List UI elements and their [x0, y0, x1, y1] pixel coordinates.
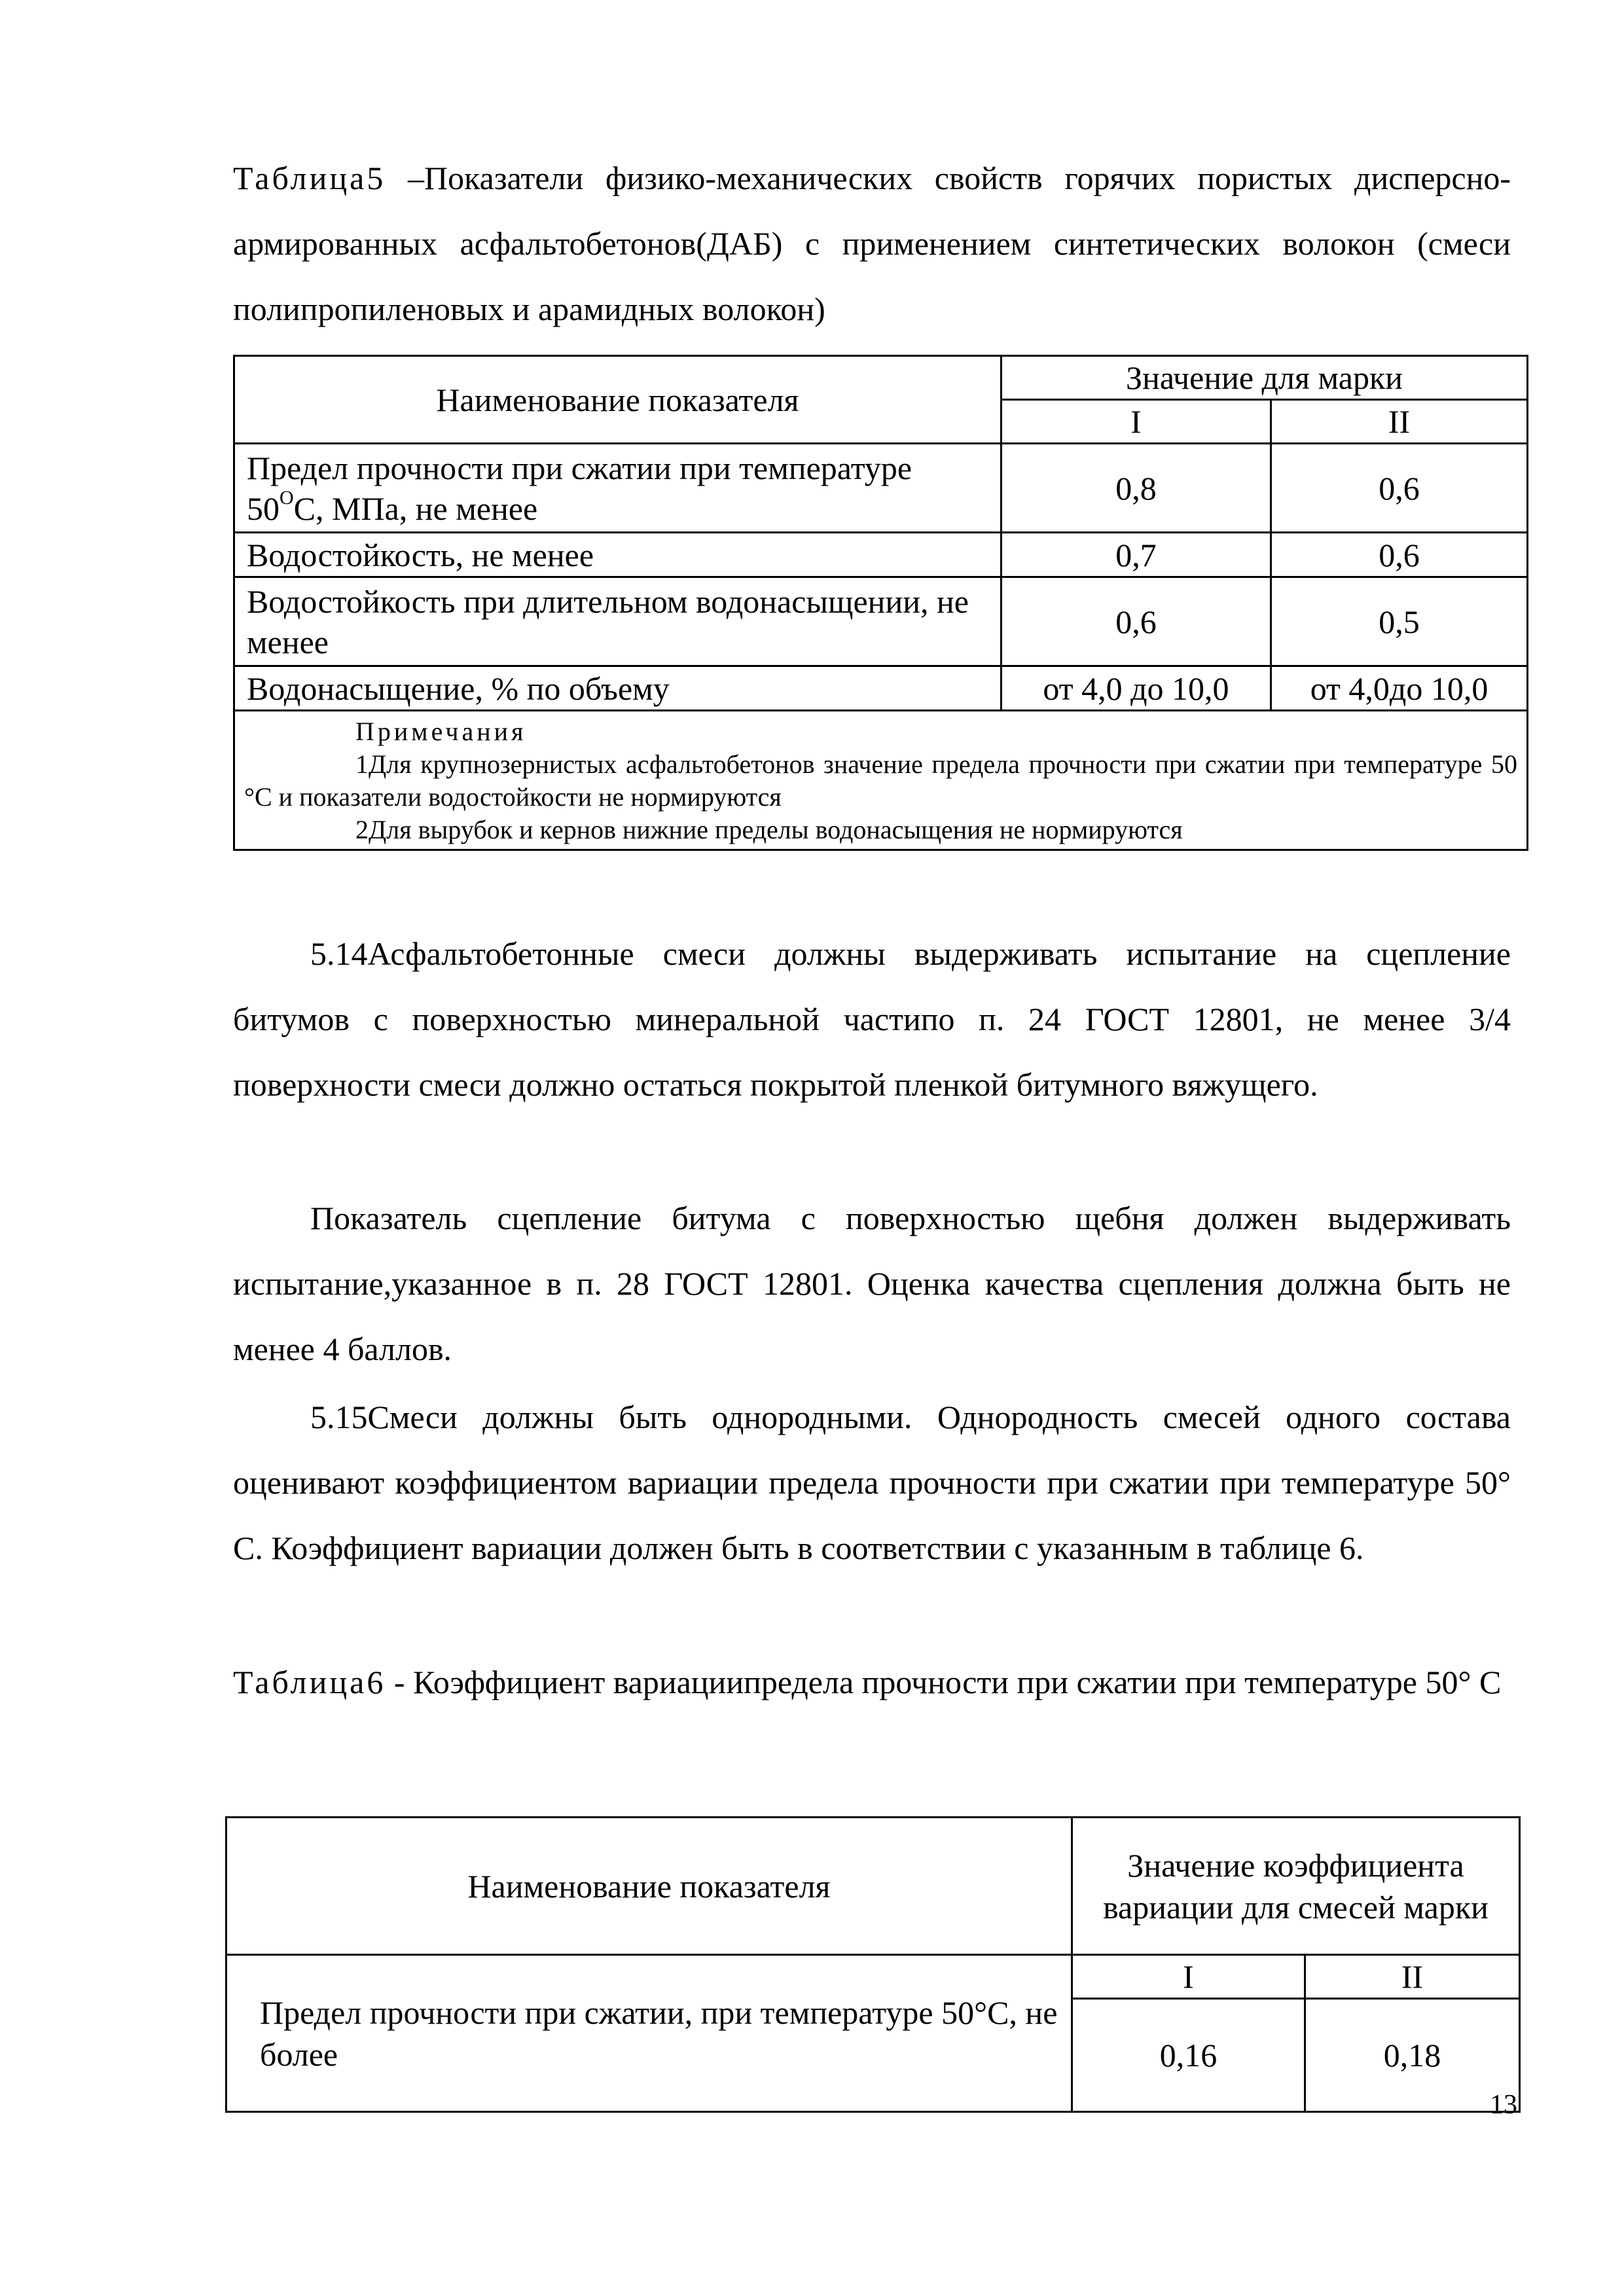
paragraph-5-14: 5.14Асфальтобетонные смеси должны выдерживать испытание на сцепление битумов с поверхностью минеральной частипо п. 24 ГОСТ 12801, не менее 3/4 поверхности смеси должно остаться покрытой пленкой битумного вяжущего. — [233, 935, 1511, 1103]
table6-header-grade-1: I — [1072, 1955, 1305, 1999]
table5-row-name-part: Предел прочности при сжатии при температуре 50 — [247, 449, 912, 527]
table6-header-value-group: Значение коэффициента вариации для смесей марки — [1072, 1818, 1520, 1955]
table5-header-grade-2: II — [1271, 400, 1528, 444]
table5-row-value-2: от 4,0до 10,0 — [1271, 666, 1528, 711]
note-2: 2Для вырубок и кернов нижние пределы водонасыщения не нормируются — [355, 815, 1183, 844]
table5-row-value-2: 0,6 — [1271, 533, 1528, 577]
table-row — [234, 444, 1528, 533]
table5-row-name: Водонасыщение, % по объему — [234, 666, 1001, 711]
table-row — [234, 533, 1528, 577]
table-row — [234, 577, 1528, 666]
table6-row-value-2: 0,18 — [1305, 1999, 1520, 2112]
paragraph-adhesion: Показатель сцепление битума с поверхностью щебня должен выдерживать испытание,указанное в п. 28 ГОСТ 12801. Оценка качества сцепления должна быть не менее 4 баллов. — [233, 1200, 1511, 1367]
table-row — [234, 666, 1528, 711]
table5-row-value-2: 0,6 — [1271, 444, 1528, 533]
table5-caption — [233, 145, 1511, 342]
table5-row-value-1: от 4,0 до 10,0 — [1001, 666, 1271, 711]
table5-row-name: Водостойкость, не менее — [234, 533, 1001, 577]
table6-row-value-1: 0,16 — [1072, 1999, 1305, 2112]
table6-header-grade-2: II — [1305, 1955, 1520, 1999]
table6-row-name: Предел прочности при сжатии, при температуре 50°С, не более — [226, 1955, 1072, 2112]
table6-header-name: Наименование показателя — [226, 1818, 1072, 1955]
table5 — [233, 355, 1528, 851]
paragraph-5-15: 5.15Смеси должны быть однородными. Однородность смесей одного состава оценивают коэффициентом вариации предела прочности при сжатии при температуре 50° С. Коэффициент вариации должен быть в соответствии с указанным в таблице 6. — [233, 1399, 1511, 1566]
table6-caption-label: Таблица6 — [233, 1664, 386, 1700]
note-1: 1Для крупнозернистых асфальтобетонов значение предела прочности при сжатии при температуре 50 °С и показатели водостойкости не нормируются — [244, 749, 1518, 812]
degree-superscript: О — [280, 486, 294, 509]
table5-caption-label: Таблица5 — [233, 160, 386, 196]
table5-notes — [234, 711, 1528, 850]
table5-row-value-2: 0,5 — [1271, 577, 1528, 666]
table5-caption-text: –Показатели физико-механических свойств горячих пористых дисперсно-армированных асфальтобетонов(ДАБ) с применением синтетических волокон (смеси полипропиленовых и арамидных волокон) — [233, 160, 1511, 327]
table5-header-name: Наименование показателя — [234, 356, 1001, 444]
table6 — [225, 1816, 1521, 2113]
table6-caption — [233, 1649, 1511, 1715]
table5-row-value-1: 0,7 — [1001, 533, 1271, 577]
table5-row-name-part: С, МПа, не менее — [293, 490, 538, 527]
table5-row-value-1: 0,6 — [1001, 577, 1271, 666]
table5-row-name: Водостойкость при длительном водонасыщении, не менее — [234, 577, 1001, 666]
table5-row-name — [234, 444, 1001, 533]
table5-header-value-group: Значение для марки — [1001, 356, 1528, 400]
table5-notes-row — [234, 711, 1528, 850]
notes-heading: Примечания — [355, 717, 527, 746]
page-number: 13 — [1490, 2090, 1517, 2120]
table6-caption-text: - Коэффициент вариациипредела прочности при сжатии при температуре 50° С — [386, 1664, 1502, 1700]
table5-row-value-1: 0,8 — [1001, 444, 1271, 533]
table5-header-grade-1: I — [1001, 400, 1271, 444]
